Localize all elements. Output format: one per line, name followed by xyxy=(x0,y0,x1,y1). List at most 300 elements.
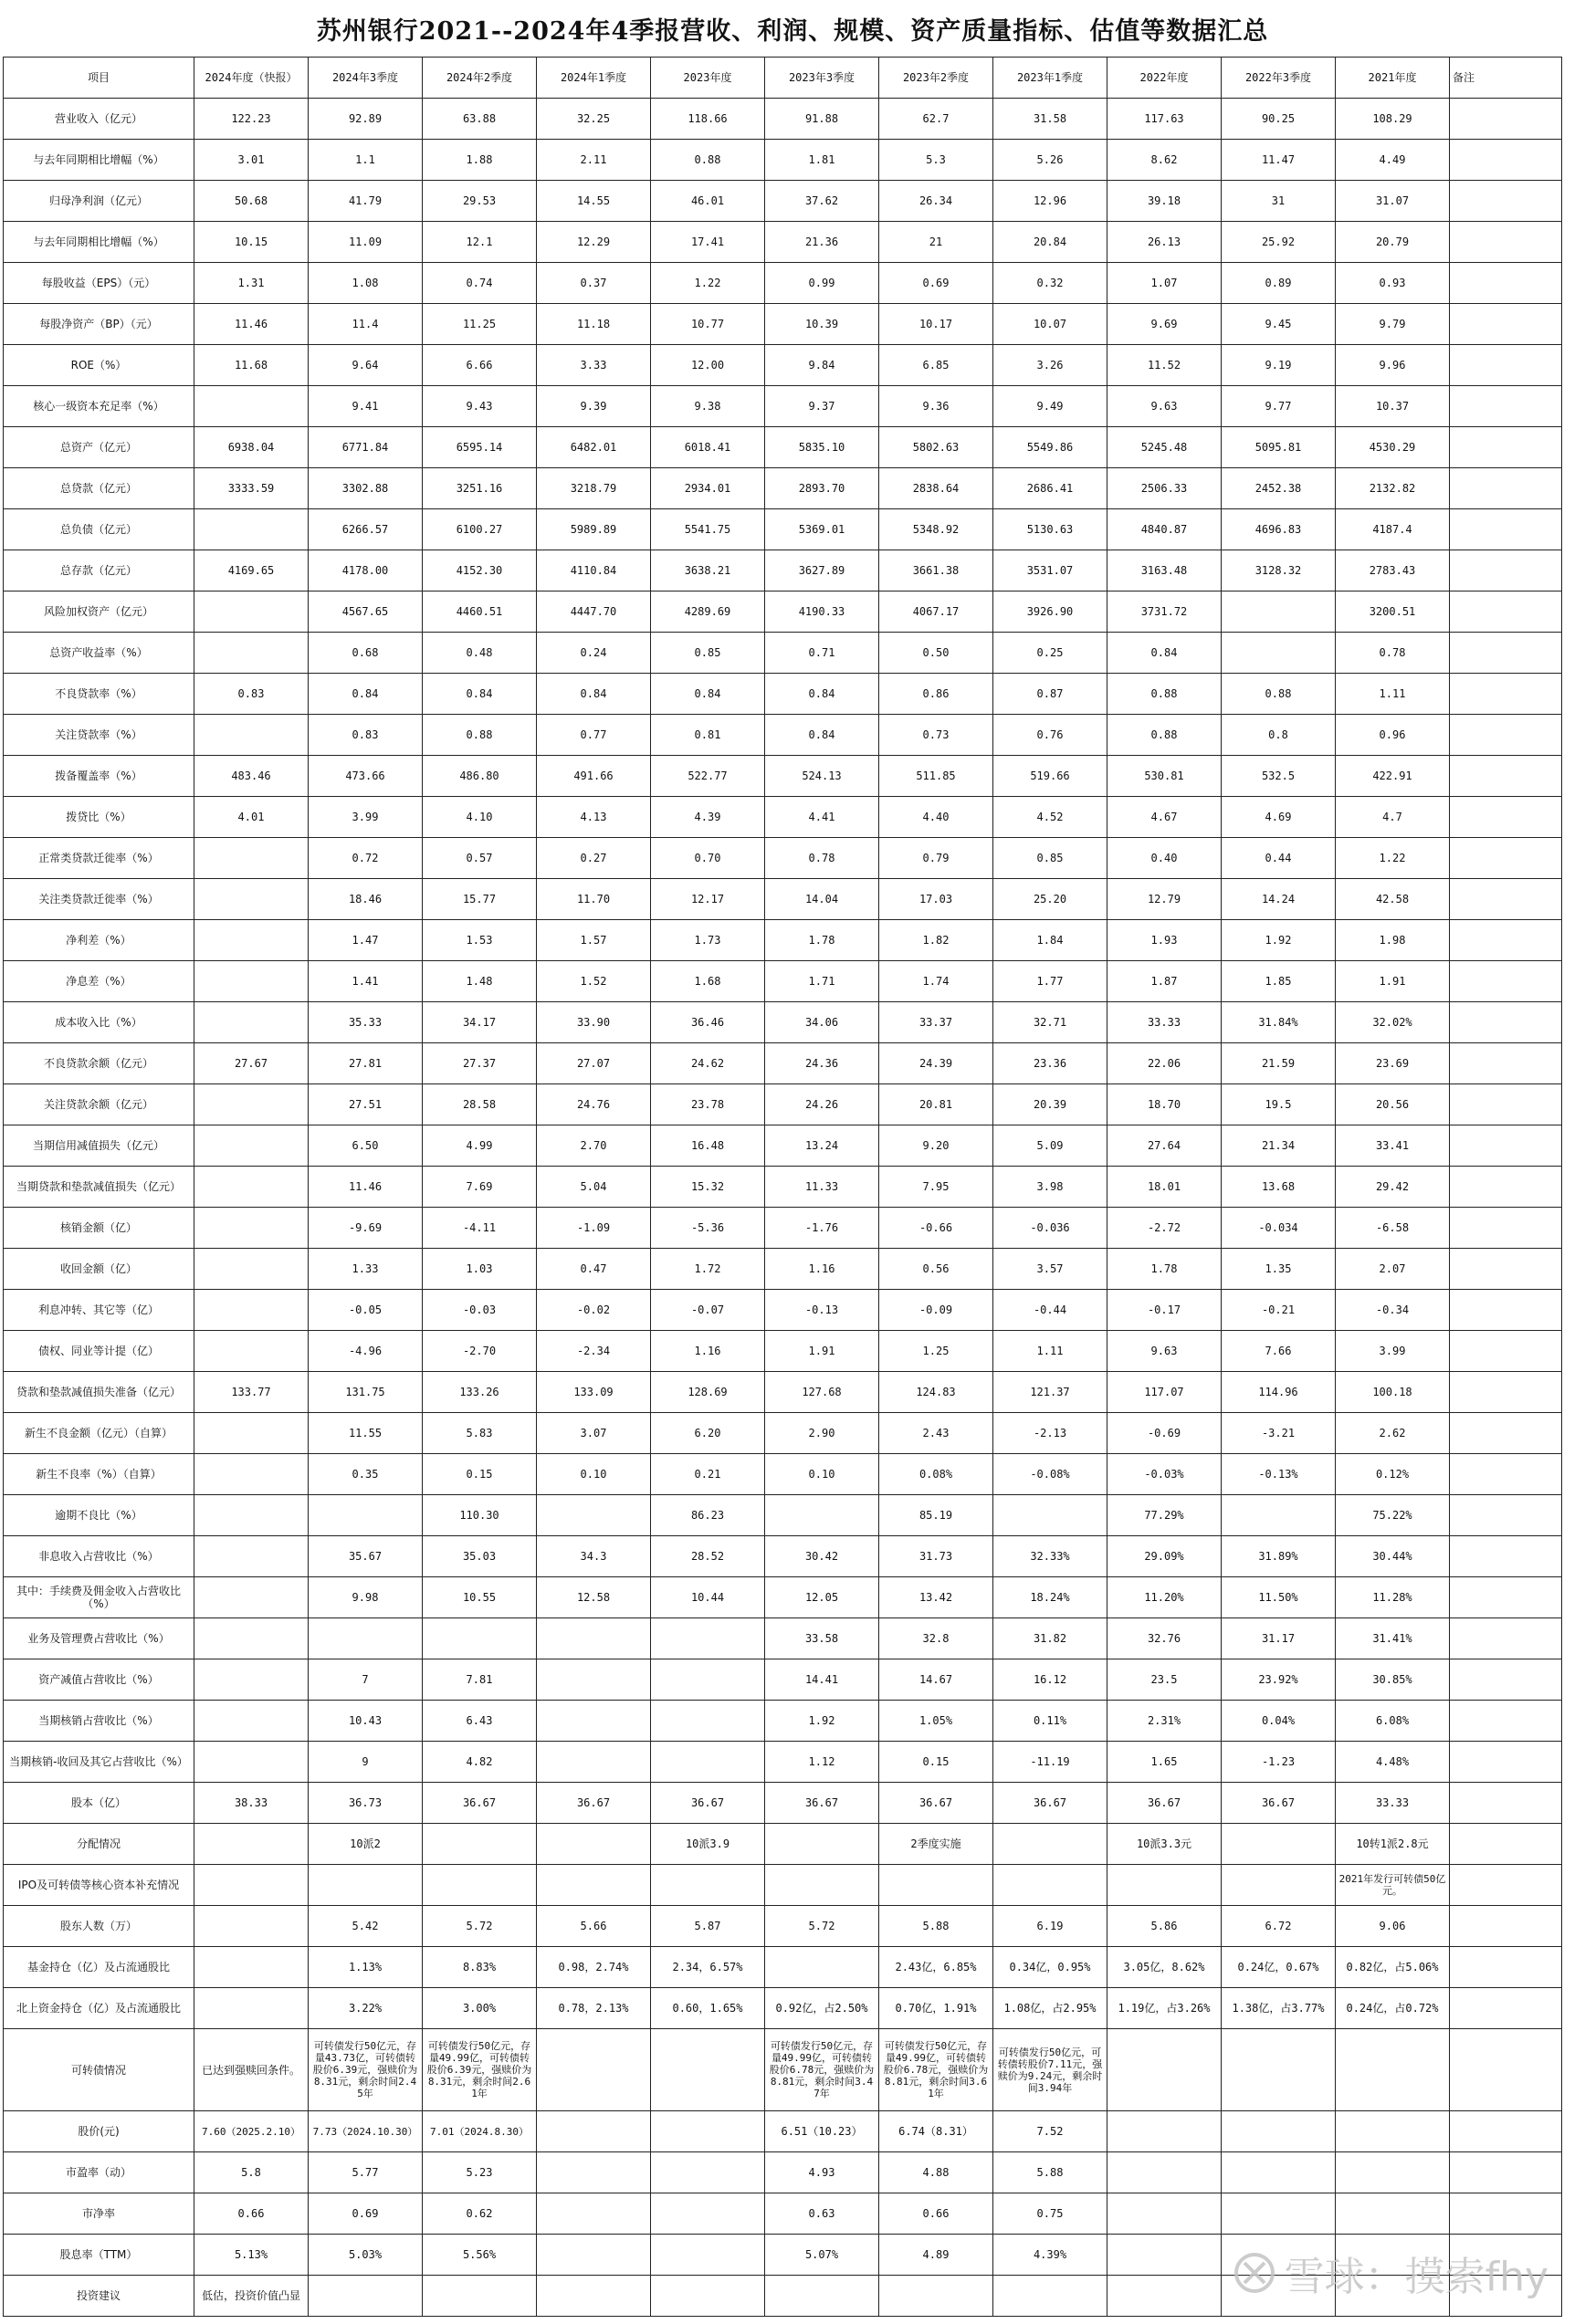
cell-fy2024-flash xyxy=(194,633,309,674)
cell-q1-2024: 6482.01 xyxy=(537,427,651,468)
cell-fy2021 xyxy=(1336,2111,1450,2152)
cell-fy2022: 9.69 xyxy=(1107,304,1222,345)
cell-fy2022: 36.67 xyxy=(1107,1783,1222,1824)
cell-item: 总存款（亿元） xyxy=(4,550,194,591)
cell-fy2021: 9.96 xyxy=(1336,345,1450,386)
cell-q2-2023: 24.39 xyxy=(879,1043,993,1084)
cell-fy2021: 75.22% xyxy=(1336,1495,1450,1536)
cell-fy2023: 46.01 xyxy=(651,181,765,222)
cell-fy2022: 2506.33 xyxy=(1107,468,1222,509)
table-row xyxy=(4,1742,1562,1783)
cell-fy2023: -5.36 xyxy=(651,1208,765,1249)
cell-q3-2023: 33.58 xyxy=(765,1618,879,1659)
cell-q2-2023: 1.05% xyxy=(879,1701,993,1742)
cell-fy2024-flash xyxy=(194,961,309,1002)
cell-fy2023: 10派3.9 xyxy=(651,1824,765,1865)
cell-q3-2022 xyxy=(1222,2111,1336,2152)
table-row xyxy=(4,1988,1562,2029)
cell-q1-2024 xyxy=(537,1865,651,1906)
cell-q3-2024: 6266.57 xyxy=(309,509,423,550)
cell-q1-2024: 0.78，2.13% xyxy=(537,1988,651,2029)
cell-fy2024-flash xyxy=(194,1536,309,1577)
cell-q1-2023: 3.57 xyxy=(993,1249,1107,1290)
cell-q2-2023: 85.19 xyxy=(879,1495,993,1536)
cell-q3-2022: 14.24 xyxy=(1222,879,1336,920)
cell-q3-2022: -0.21 xyxy=(1222,1290,1336,1331)
cell-q3-2022 xyxy=(1222,2152,1336,2193)
cell-fy2023: 16.48 xyxy=(651,1125,765,1167)
cell-fy2022: 1.93 xyxy=(1107,920,1222,961)
cell-q1-2023 xyxy=(993,1865,1107,1906)
cell-q2-2024: 110.30 xyxy=(423,1495,537,1536)
cell-q2-2024: 5.72 xyxy=(423,1906,537,1947)
cell-q1-2023: 36.67 xyxy=(993,1783,1107,1824)
cell-fy2024-flash: 11.68 xyxy=(194,345,309,386)
header-cell-fy2023: 2023年度 xyxy=(651,58,765,99)
cell-fy2024-flash xyxy=(194,1249,309,1290)
cell-remark xyxy=(1450,1331,1562,1372)
cell-fy2021: 11.28% xyxy=(1336,1577,1450,1618)
cell-item: 市盈率（动） xyxy=(4,2152,194,2193)
cell-remark xyxy=(1450,1906,1562,1947)
cell-fy2022: 530.81 xyxy=(1107,756,1222,797)
cell-fy2021: 10.37 xyxy=(1336,386,1450,427)
cell-item: 总资产收益率（%） xyxy=(4,633,194,674)
cell-remark xyxy=(1450,961,1562,1002)
table-row xyxy=(4,1002,1562,1043)
cell-item: 股息率（TTM） xyxy=(4,2235,194,2276)
cell-fy2022: -0.03% xyxy=(1107,1454,1222,1495)
cell-q2-2023: 2.43 xyxy=(879,1413,993,1454)
cell-q1-2024 xyxy=(537,2152,651,2193)
cell-fy2024-flash xyxy=(194,879,309,920)
table-row xyxy=(4,509,1562,550)
header-cell-q1-2023: 2023年1季度 xyxy=(993,58,1107,99)
cell-q1-2023: 7.52 xyxy=(993,2111,1107,2152)
cell-q3-2024: 41.79 xyxy=(309,181,423,222)
cell-item: 不良贷款率（%） xyxy=(4,674,194,715)
table-row xyxy=(4,1659,1562,1701)
cell-q1-2023: 31.82 xyxy=(993,1618,1107,1659)
cell-q1-2023: 20.84 xyxy=(993,222,1107,263)
cell-q2-2024: 29.53 xyxy=(423,181,537,222)
cell-fy2021: 2021年发行可转债50亿元。 xyxy=(1336,1865,1450,1906)
cell-q3-2023: 可转债发行50亿元，存量49.99亿，可转债转股价6.78元，强赎价为8.81元，剩余时间3.47年 xyxy=(765,2029,879,2111)
cell-q1-2024 xyxy=(537,1659,651,1701)
cell-fy2024-flash: 133.77 xyxy=(194,1372,309,1413)
cell-q2-2023: 0.08% xyxy=(879,1454,993,1495)
cell-fy2022: 18.01 xyxy=(1107,1167,1222,1208)
header-cell-q3-2024: 2024年3季度 xyxy=(309,58,423,99)
cell-q1-2024: 0.24 xyxy=(537,633,651,674)
cell-item: 当期核销占营收比（%） xyxy=(4,1701,194,1742)
cell-fy2022: 0.40 xyxy=(1107,838,1222,879)
cell-item: 每股收益（EPS）（元） xyxy=(4,263,194,304)
cell-q3-2023: 11.33 xyxy=(765,1167,879,1208)
cell-q2-2023: 13.42 xyxy=(879,1577,993,1618)
cell-fy2021: 1.22 xyxy=(1336,838,1450,879)
cell-fy2023: 24.62 xyxy=(651,1043,765,1084)
header-cell-q1-2024: 2024年1季度 xyxy=(537,58,651,99)
cell-item: 基金持仓（亿）及占流通股比 xyxy=(4,1947,194,1988)
cell-q1-2023 xyxy=(993,1824,1107,1865)
cell-remark xyxy=(1450,386,1562,427)
cell-q3-2022: 9.77 xyxy=(1222,386,1336,427)
cell-fy2023: 15.32 xyxy=(651,1167,765,1208)
cell-fy2021: 23.69 xyxy=(1336,1043,1450,1084)
cell-remark xyxy=(1450,591,1562,633)
cell-q1-2024: 3218.79 xyxy=(537,468,651,509)
cell-q3-2022: 1.35 xyxy=(1222,1249,1336,1290)
cell-q1-2023: 25.20 xyxy=(993,879,1107,920)
cell-remark xyxy=(1450,1865,1562,1906)
cell-q1-2023: -0.44 xyxy=(993,1290,1107,1331)
cell-q3-2022: 31.84% xyxy=(1222,1002,1336,1043)
cell-q3-2022: 19.5 xyxy=(1222,1084,1336,1125)
cell-fy2023 xyxy=(651,2111,765,2152)
cell-q3-2024: 4178.00 xyxy=(309,550,423,591)
cell-remark xyxy=(1450,1618,1562,1659)
cell-remark xyxy=(1450,715,1562,756)
cell-remark xyxy=(1450,797,1562,838)
cell-q3-2023: 4190.33 xyxy=(765,591,879,633)
cell-fy2021: 33.33 xyxy=(1336,1783,1450,1824)
cell-item: 不良贷款余额（亿元） xyxy=(4,1043,194,1084)
cell-q3-2023: 0.71 xyxy=(765,633,879,674)
cell-q1-2023: 可转债发行50亿元，可转债转股价7.11元，强赎价为9.24元，剩余时间3.94年 xyxy=(993,2029,1107,2111)
cell-q1-2024 xyxy=(537,2235,651,2276)
cell-q3-2024: 18.46 xyxy=(309,879,423,920)
cell-item: 成本收入比（%） xyxy=(4,1002,194,1043)
cell-remark xyxy=(1450,756,1562,797)
cell-q2-2024: 4460.51 xyxy=(423,591,537,633)
cell-q2-2023: 0.50 xyxy=(879,633,993,674)
cell-item: 其中：手续费及佣金收入占营收比（%） xyxy=(4,1577,194,1618)
cell-fy2021: -0.34 xyxy=(1336,1290,1450,1331)
cell-fy2022: 1.78 xyxy=(1107,1249,1222,1290)
cell-fy2023: 0.21 xyxy=(651,1454,765,1495)
cell-q1-2023: 3926.90 xyxy=(993,591,1107,633)
cell-fy2022: 12.79 xyxy=(1107,879,1222,920)
cell-q3-2022 xyxy=(1222,2029,1336,2111)
cell-q3-2023: 1.71 xyxy=(765,961,879,1002)
cell-q1-2024: 5.66 xyxy=(537,1906,651,1947)
cell-fy2024-flash: 已达到强赎回条件。 xyxy=(194,2029,309,2111)
cell-q3-2022 xyxy=(1222,2193,1336,2235)
cell-fy2022: 18.70 xyxy=(1107,1084,1222,1125)
table-row xyxy=(4,1331,1562,1372)
cell-item: 贷款和垫款减值损失准备（亿元） xyxy=(4,1372,194,1413)
cell-q3-2024: 9 xyxy=(309,1742,423,1783)
cell-q3-2022: 36.67 xyxy=(1222,1783,1336,1824)
cell-q3-2023: 5369.01 xyxy=(765,509,879,550)
cell-fy2022: 5.86 xyxy=(1107,1906,1222,1947)
cell-remark xyxy=(1450,879,1562,920)
cell-q3-2023: 3627.89 xyxy=(765,550,879,591)
cell-remark xyxy=(1450,1084,1562,1125)
cell-item: 收回金额（亿） xyxy=(4,1249,194,1290)
cell-q3-2024: 1.13% xyxy=(309,1947,423,1988)
cell-item: 当期贷款和垫款减值损失（亿元） xyxy=(4,1167,194,1208)
cell-q3-2023: 1.12 xyxy=(765,1742,879,1783)
cell-q1-2023: 4.52 xyxy=(993,797,1107,838)
cell-q1-2024: 0.77 xyxy=(537,715,651,756)
table-row xyxy=(4,1865,1562,1906)
cell-fy2024-flash xyxy=(194,1742,309,1783)
cell-q2-2024: 0.74 xyxy=(423,263,537,304)
cell-q1-2024: 27.07 xyxy=(537,1043,651,1084)
table-row xyxy=(4,304,1562,345)
cell-fy2022: 9.63 xyxy=(1107,1331,1222,1372)
cell-q1-2023: 2686.41 xyxy=(993,468,1107,509)
cell-q3-2024: 5.77 xyxy=(309,2152,423,2193)
cell-q2-2023: 1.82 xyxy=(879,920,993,961)
cell-fy2022: 1.07 xyxy=(1107,263,1222,304)
cell-q2-2023: 32.8 xyxy=(879,1618,993,1659)
cell-q1-2023: 0.87 xyxy=(993,674,1107,715)
cell-fy2022: 11.52 xyxy=(1107,345,1222,386)
cell-fy2023: 1.73 xyxy=(651,920,765,961)
cell-q2-2024: 15.77 xyxy=(423,879,537,920)
cell-q3-2022: 1.85 xyxy=(1222,961,1336,1002)
cell-q1-2023: -0.036 xyxy=(993,1208,1107,1249)
cell-remark xyxy=(1450,181,1562,222)
cell-q1-2024: 4.13 xyxy=(537,797,651,838)
cell-q3-2023: 4.93 xyxy=(765,2152,879,2193)
table-row xyxy=(4,920,1562,961)
cell-remark xyxy=(1450,1577,1562,1618)
cell-q3-2023: 0.78 xyxy=(765,838,879,879)
cell-fy2024-flash: 1.31 xyxy=(194,263,309,304)
cell-q3-2022: 1.92 xyxy=(1222,920,1336,961)
cell-q3-2023: 127.68 xyxy=(765,1372,879,1413)
cell-fy2024-flash: 7.60（2025.2.10） xyxy=(194,2111,309,2152)
cell-item: 北上资金持仓（亿）及占流通股比 xyxy=(4,1988,194,2029)
cell-fy2021: 0.12% xyxy=(1336,1454,1450,1495)
cell-q3-2022: 9.45 xyxy=(1222,304,1336,345)
cell-fy2022: 11.20% xyxy=(1107,1577,1222,1618)
cell-fy2023 xyxy=(651,1618,765,1659)
cell-q3-2024: 10.43 xyxy=(309,1701,423,1742)
cell-q1-2023: 18.24% xyxy=(993,1577,1107,1618)
cell-fy2022: 1.65 xyxy=(1107,1742,1222,1783)
cell-q1-2024: 11.18 xyxy=(537,304,651,345)
cell-q3-2024: 3.22% xyxy=(309,1988,423,2029)
cell-fy2022: 4840.87 xyxy=(1107,509,1222,550)
watermark-brand: 雪球 xyxy=(1284,2254,1365,2300)
cell-q1-2024: 12.58 xyxy=(537,1577,651,1618)
cell-fy2023 xyxy=(651,2276,765,2317)
cell-item: 市净率 xyxy=(4,2193,194,2235)
cell-q3-2023 xyxy=(765,1495,879,1536)
cell-remark xyxy=(1450,2029,1562,2111)
cell-q1-2024: 3.33 xyxy=(537,345,651,386)
cell-q3-2022: 6.72 xyxy=(1222,1906,1336,1947)
cell-q3-2022: 0.44 xyxy=(1222,838,1336,879)
cell-q2-2023: 0.79 xyxy=(879,838,993,879)
header-cell-item: 项目 xyxy=(4,58,194,99)
cell-fy2021: 2.07 xyxy=(1336,1249,1450,1290)
cell-q2-2023: 5802.63 xyxy=(879,427,993,468)
cell-fy2023: 28.52 xyxy=(651,1536,765,1577)
table-row xyxy=(4,1701,1562,1742)
cell-q3-2022: 21.59 xyxy=(1222,1043,1336,1084)
cell-q1-2023: 3531.07 xyxy=(993,550,1107,591)
cell-item: 新生不良率（%）（自算） xyxy=(4,1454,194,1495)
cell-q3-2023: 1.91 xyxy=(765,1331,879,1372)
cell-q2-2023: 6.85 xyxy=(879,345,993,386)
cell-fy2024-flash: 低估，投资价值凸显 xyxy=(194,2276,309,2317)
cell-q3-2022: 25.92 xyxy=(1222,222,1336,263)
cell-fy2023: 5.87 xyxy=(651,1906,765,1947)
cell-q1-2023: 10.07 xyxy=(993,304,1107,345)
cell-q3-2022: 7.66 xyxy=(1222,1331,1336,1372)
cell-fy2021: 2132.82 xyxy=(1336,468,1450,509)
cell-fy2024-flash xyxy=(194,1824,309,1865)
cell-q3-2024: 11.09 xyxy=(309,222,423,263)
cell-q3-2023: 0.99 xyxy=(765,263,879,304)
cell-q3-2024: 5.03% xyxy=(309,2235,423,2276)
cell-q2-2023: 3661.38 xyxy=(879,550,993,591)
cell-remark xyxy=(1450,1701,1562,1742)
cell-fy2023: 128.69 xyxy=(651,1372,765,1413)
cell-fy2021: 3.99 xyxy=(1336,1331,1450,1372)
cell-q2-2024: 1.88 xyxy=(423,140,537,181)
cell-fy2022: 1.19亿，占3.26% xyxy=(1107,1988,1222,2029)
cell-q3-2023: 4.41 xyxy=(765,797,879,838)
cell-q2-2024 xyxy=(423,1618,537,1659)
cell-q1-2023: 0.25 xyxy=(993,633,1107,674)
cell-fy2024-flash xyxy=(194,1167,309,1208)
cell-remark xyxy=(1450,263,1562,304)
cell-q2-2024: 1.53 xyxy=(423,920,537,961)
cell-item: 股价(元) xyxy=(4,2111,194,2152)
cell-q3-2022 xyxy=(1222,591,1336,633)
cell-fy2023: 118.66 xyxy=(651,99,765,140)
cell-q3-2024: 7 xyxy=(309,1659,423,1701)
cell-q3-2024: 36.73 xyxy=(309,1783,423,1824)
cell-fy2021: 0.78 xyxy=(1336,633,1450,674)
cell-q2-2024: 1.03 xyxy=(423,1249,537,1290)
cell-q1-2023: 519.66 xyxy=(993,756,1107,797)
cell-fy2024-flash xyxy=(194,1084,309,1125)
cell-q3-2024: 0.69 xyxy=(309,2193,423,2235)
cell-q3-2023: 12.05 xyxy=(765,1577,879,1618)
cell-fy2023 xyxy=(651,2029,765,2111)
table-row xyxy=(4,1413,1562,1454)
cell-q3-2024: 0.35 xyxy=(309,1454,423,1495)
cell-q2-2023: 1.25 xyxy=(879,1331,993,1372)
cell-item: 业务及管理费占营收比（%） xyxy=(4,1618,194,1659)
cell-q3-2022: 11.47 xyxy=(1222,140,1336,181)
cell-item: 拨贷比（%） xyxy=(4,797,194,838)
cell-q3-2023: 524.13 xyxy=(765,756,879,797)
header-cell-q2-2023: 2023年2季度 xyxy=(879,58,993,99)
cell-q1-2024: 491.66 xyxy=(537,756,651,797)
table-row xyxy=(4,2152,1562,2193)
cell-q3-2022: 532.5 xyxy=(1222,756,1336,797)
cell-fy2021: 2.62 xyxy=(1336,1413,1450,1454)
table-row xyxy=(4,1084,1562,1125)
cell-q1-2023: 5.88 xyxy=(993,2152,1107,2193)
cell-q1-2024: 2.70 xyxy=(537,1125,651,1167)
cell-q1-2024: 0.37 xyxy=(537,263,651,304)
header-cell-remark: 备注 xyxy=(1450,58,1562,99)
cell-item: 总负债（亿元） xyxy=(4,509,194,550)
cell-remark xyxy=(1450,674,1562,715)
cell-fy2022: 27.64 xyxy=(1107,1125,1222,1167)
cell-fy2021: 9.06 xyxy=(1336,1906,1450,1947)
table-row xyxy=(4,838,1562,879)
cell-item: 营业收入（亿元） xyxy=(4,99,194,140)
cell-fy2021: 42.58 xyxy=(1336,879,1450,920)
cell-remark xyxy=(1450,1167,1562,1208)
cell-q3-2024: 35.33 xyxy=(309,1002,423,1043)
cell-fy2021: 32.02% xyxy=(1336,1002,1450,1043)
cell-fy2022: 8.62 xyxy=(1107,140,1222,181)
cell-fy2024-flash xyxy=(194,1125,309,1167)
cell-q3-2023 xyxy=(765,1947,879,1988)
cell-q1-2024: 0.47 xyxy=(537,1249,651,1290)
cell-remark xyxy=(1450,1413,1562,1454)
cell-remark xyxy=(1450,1988,1562,2029)
cell-q1-2024: 1.57 xyxy=(537,920,651,961)
cell-q3-2022: 0.24亿，0.67% xyxy=(1222,1947,1336,1988)
cell-fy2021: 108.29 xyxy=(1336,99,1450,140)
table-row xyxy=(4,1167,1562,1208)
cell-q2-2024: 0.15 xyxy=(423,1454,537,1495)
cell-fy2024-flash xyxy=(194,1618,309,1659)
cell-q1-2024: 4110.84 xyxy=(537,550,651,591)
table-row xyxy=(4,715,1562,756)
cell-fy2021: 0.24亿，占0.72% xyxy=(1336,1988,1450,2029)
cell-item: 分配情况 xyxy=(4,1824,194,1865)
cell-q2-2024: 4.10 xyxy=(423,797,537,838)
cell-remark xyxy=(1450,633,1562,674)
cell-q3-2023 xyxy=(765,1824,879,1865)
cell-remark xyxy=(1450,304,1562,345)
cell-q2-2023: -0.09 xyxy=(879,1290,993,1331)
cell-remark xyxy=(1450,1495,1562,1536)
cell-q2-2023: 0.66 xyxy=(879,2193,993,2235)
cell-fy2023: 6018.41 xyxy=(651,427,765,468)
cell-fy2022: 33.33 xyxy=(1107,1002,1222,1043)
cell-q1-2024 xyxy=(537,1495,651,1536)
cell-fy2024-flash: 3333.59 xyxy=(194,468,309,509)
cell-q3-2022: -0.034 xyxy=(1222,1208,1336,1249)
cell-fy2021: 4187.4 xyxy=(1336,509,1450,550)
cell-q2-2024: 4.82 xyxy=(423,1742,537,1783)
cell-fy2021: 4.48% xyxy=(1336,1742,1450,1783)
cell-q1-2023: 5549.86 xyxy=(993,427,1107,468)
cell-fy2024-flash: 0.66 xyxy=(194,2193,309,2235)
cell-q3-2023: 36.67 xyxy=(765,1783,879,1824)
cell-q3-2024: 27.81 xyxy=(309,1043,423,1084)
cell-item: 股东人数（万） xyxy=(4,1906,194,1947)
cell-remark xyxy=(1450,1290,1562,1331)
cell-q3-2023: 2893.70 xyxy=(765,468,879,509)
cell-fy2021: 4.49 xyxy=(1336,140,1450,181)
cell-q1-2024: 1.52 xyxy=(537,961,651,1002)
cell-q3-2023: 34.06 xyxy=(765,1002,879,1043)
cell-fy2023: 10.44 xyxy=(651,1577,765,1618)
cell-q2-2023: 62.7 xyxy=(879,99,993,140)
cell-q2-2024: 7.01（2024.8.30） xyxy=(423,2111,537,2152)
cell-item: 关注贷款余额（亿元） xyxy=(4,1084,194,1125)
cell-q2-2024: 12.1 xyxy=(423,222,537,263)
cell-q3-2024: 1.47 xyxy=(309,920,423,961)
cell-q3-2022: -0.13% xyxy=(1222,1454,1336,1495)
